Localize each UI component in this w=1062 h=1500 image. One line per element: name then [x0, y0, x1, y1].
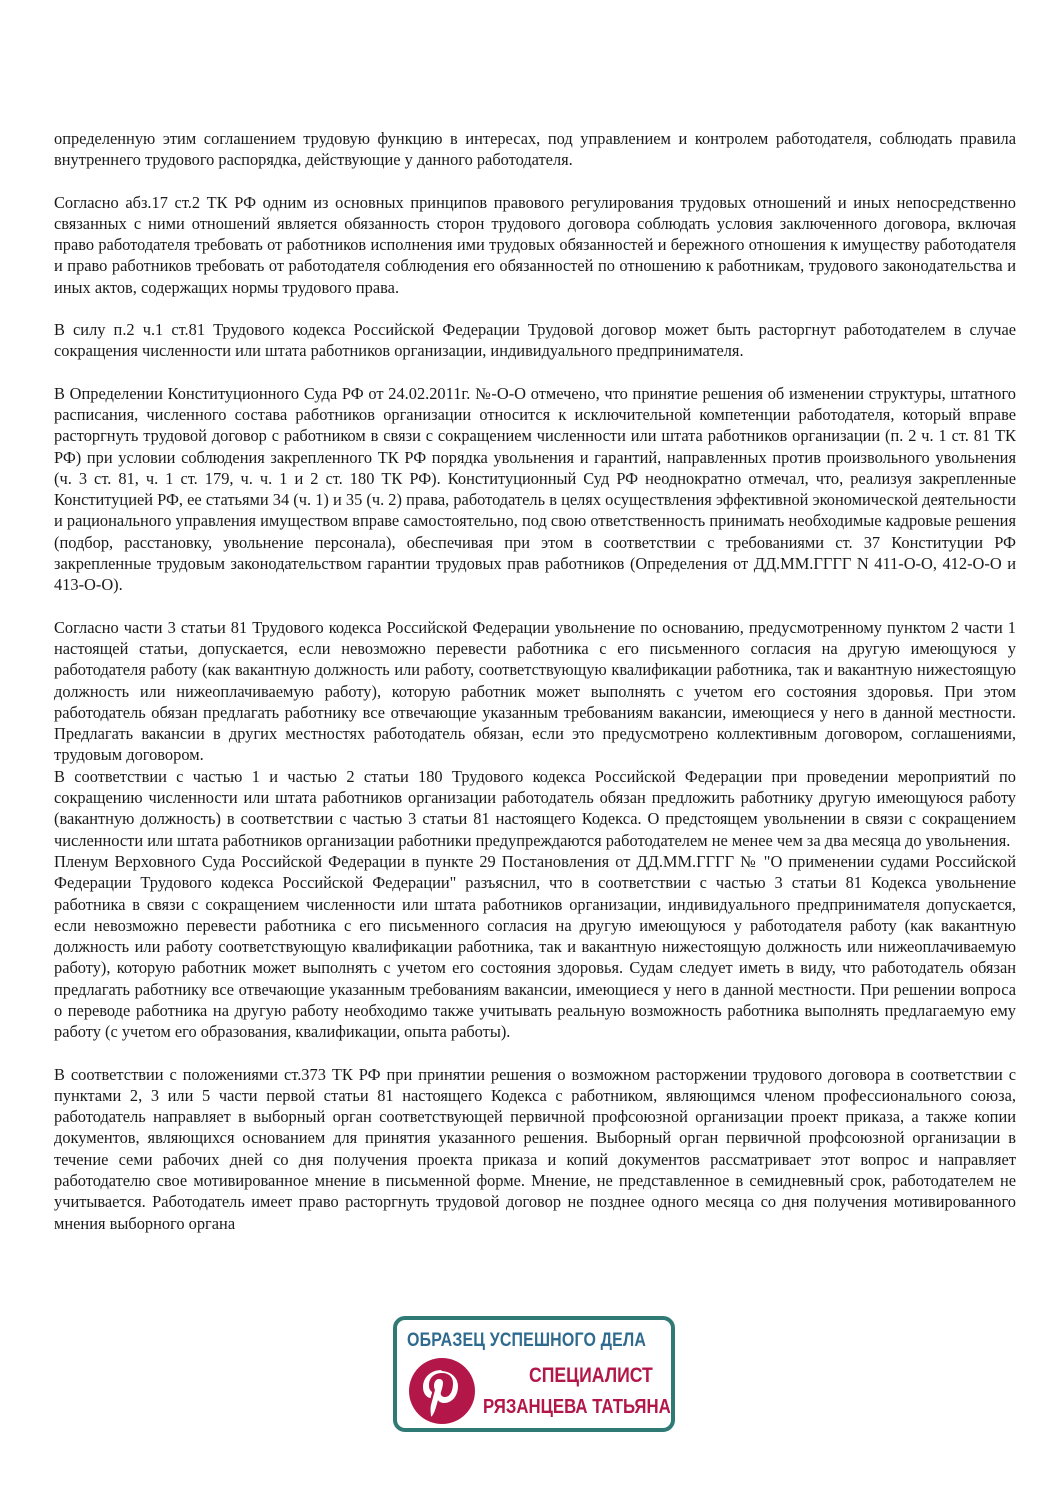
paragraph-7: Пленум Верховного Суда Российской Федерации в пункте 29 Постановления от ДД.ММ.ГГГГ № "О применении судами Российской Федерации Трудового кодекса Российской Федерации" разъяснил, что в соответствии с частью 3 статьи 81 Кодекса увольнение работника в связи с сокращением численности или штата работников организации, индивидуального предпринимателя допускается, если невозможно перевести работника с его письменного согласия на другую имеющуюся у работодателя работу (как вакантную должность или работу соответствующую квалификации работника, так и вакантную нижестоящую должность или нижеоплачиваемую работу), которую работник может выполнять с учетом его состояния здоровья. Судам следует иметь в виду, что работодатель обязан предлагать работнику все отвечающие указанным требованиям вакансии, имеющиеся у него в данной местности. При решении вопроса о переводе работника на другую работу необходимо также учитывать реальную возможность работника выполнять предлагаемую ему работу (с учетом его образования, квалификации, опыта работы). — [54, 851, 1016, 1042]
paragraph-6: В соответствии с частью 1 и частью 2 статьи 180 Трудового кодекса Российской Федерации при проведении мероприятий по сокращению численности или штата работников организации работодатель обязан предложить работнику другую имеющуюся работу (вакантную должность) в соответствии с частью 3 статьи 81 настоящего Кодекса. О предстоящем увольнении в связи с сокращением численности или штата работников организации работники предупреждаются работодателем не менее чем за два месяца до увольнения. — [54, 766, 1016, 850]
document-body — [54, 128, 1016, 1234]
paragraph-3: В силу п.2 ч.1 ст.81 Трудового кодекса Российской Федерации Трудовой договор может быть расторгнут работодателем в случае сокращения численности или штата работников организации, индивидуального предпринимателя. — [54, 320, 1016, 361]
stamp-role: СПЕЦИАЛИСТ — [529, 1364, 653, 1387]
paragraph-8: В соответствии с положениями ст.373 ТК РФ при принятии решения о возможном расторжении трудового договора в соответствии с пунктами 2, 3 или 5 части первой статьи 81 настоящего Кодекса с работником, являющимся членом профессионального союза, работодатель направляет в выборный орган соответствующей первичной профсоюзной организации проект приказа, а также копии документов, являющихся основанием для принятия указанного решения. Выборный орган первичной профсоюзной организации в течение семи рабочих дней со дня получения проекта приказа и копий документов рассматривает этот вопрос и направляет работодателю свое мотивированное мнение в письменной форме. Мнение, не представленное в семидневный срок, работодателем не учитывается. Работодатель имеет право расторгнуть трудовой договор не позднее одного месяца со дня получения мотивированного мнения выборного органа — [54, 1064, 1016, 1233]
paragraph-5: Согласно части 3 статьи 81 Трудового кодекса Российской Федерации увольнение по основанию, предусмотренному пунктом 2 части 1 настоящей статьи, допускается, если невозможно перевести работника с его письменного согласия на другую имеющуюся у работодателя работу (как вакантную должность или работу, соответствующую квалификации работника, так и вакантную нижестоящую должность или нижеоплачиваемую работу), которую работник может выполнять с учетом его состояния здоровья. При этом работодатель обязан предлагать работнику все отвечающие указанным требованиям вакансии, имеющиеся у него в данной местности. Предлагать вакансии в других местностях работодатель обязан, если это предусмотрено коллективным договором, соглашениями, трудовым договором. — [54, 617, 1016, 765]
paragraph-4: В Определении Конституционного Суда РФ от 24.02.2011г. №-О-О отмечено, что принятие решения об изменении структуры, штатного расписания, численного состава работников организации относится к исключительной компетенции работодателя, который вправе расторгнуть трудовой договор с работником в связи с сокращением численности или штата работников организации (п. 2 ч. 1 ст. 81 ТК РФ) при условии соблюдения закрепленного ТК РФ порядка увольнения и гарантий, направленных против произвольного увольнения (ч. 3 ст. 81, ч. 1 ст. 179, ч. ч. 1 и 2 ст. 180 ТК РФ). Конституционный Суд РФ неоднократно отмечал, что, реализуя закрепленные Конституцией РФ, ее статьями 34 (ч. 1) и 35 (ч. 2) права, работодатель в целях осуществления эффективной экономической деятельности и рационального управления имуществом вправе самостоятельно, под свою ответственность принимать необходимые кадровые решения (подбор, расстановку, увольнение персонала), обеспечивая при этом в соответствии с требованиями ст. 37 Конституции РФ закрепленные трудовым законодательством гарантии трудовых прав работников (Определения от ДД.ММ.ГГГГ N 411-О-О, 412-О-О и 413-О-О). — [54, 383, 1016, 595]
paragraph-1: определенную этим соглашением трудовую функцию в интересах, под управлением и контролем работодателя, соблюдать правила внутреннего трудового распорядка, действующие у данного работодателя. — [54, 129, 1016, 170]
pinterest-icon — [407, 1356, 477, 1426]
paragraph-2: Согласно абз.17 ст.2 ТК РФ одним из основных принципов правового регулирования трудовых отношений и иных непосредственно связанных с ними отношений является обязанность сторон трудового договора соблюдать условия заключенного договора, включая право работодателя требовать от работников исполнения ими трудовых обязанностей и бережного отношения к имуществу работодателя и право работников требовать от работодателя соблюдения его обязанностей по отношению к работникам, трудового законодательства и иных актов, содержащих нормы трудового права. — [54, 192, 1016, 297]
watermark-stamp — [393, 1316, 675, 1432]
stamp-title: ОБРАЗЕЦ УСПЕШНОГО ДЕЛА — [407, 1330, 647, 1351]
stamp-name: РЯЗАНЦЕВА ТАТЬЯНА — [483, 1396, 671, 1418]
